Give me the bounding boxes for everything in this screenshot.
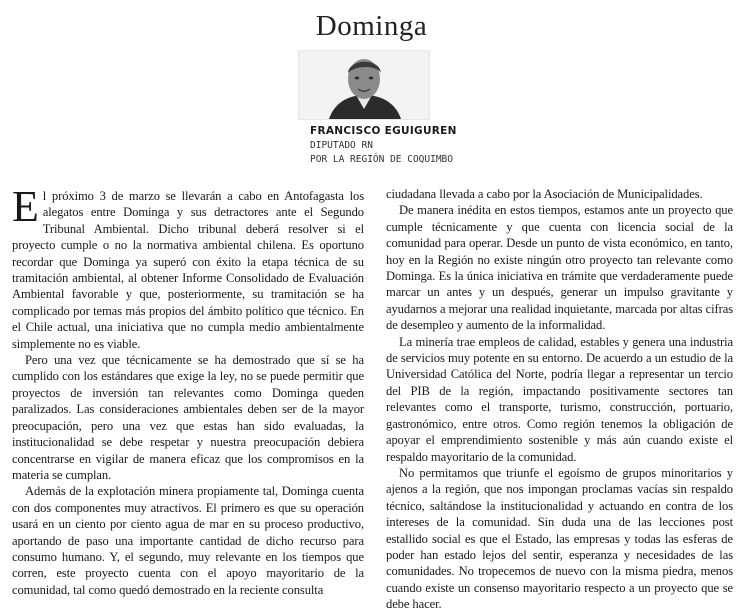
author-portrait-image [299, 51, 429, 119]
drop-cap: E [12, 182, 39, 231]
article-paragraph: No permitamos que triunfe el egoísmo de grupos minoritarios y ajenos a la región, que nos impongan proclamas vacías sin respaldo técnico, saltándose la institucionalidad y actuando en contra de los intereses de la comunidad. Sin duda una de las lecciones post estallido social es que el Estado, las empresas y todas las esferas de poder han estado lejos del sentir, esperanza y necesidades de las comunidades. No tropecemos de nuevo con la misma piedra, menos cuando existe un consenso mayoritario respecto a un proyecto que se debe hacer. [386, 465, 733, 612]
author-photo [298, 50, 430, 120]
article-paragraph: Pero una vez que técnicamente se ha demostrado que sí se ha cumplido con los estándares que exige la ley, no se puede permitir que proyectos de inversión tan relevantes como Dominga queden paralizados. Las consideraciones ambientales deben ser de la mayor preocupación, pero una vez que estas han sido evaluadas, la institucionalidad se debe respetar y nuestra preocupación debiera concentrarse en vigilar de manera eficaz que los compromisos en la materia se cumplan. [12, 353, 364, 482]
article-paragraph [12, 182, 364, 352]
article-paragraph: De manera inédita en estos tiempos, estamos ante un proyecto que cumple técnicamente y que cuenta con licencia social de la comunidad para operar. Desde un punto de vista económico, en tanto, hoy en la Región no existe ningún otro proyecto tan relevante como Dominga. Es la única iniciativa en trámite que verdaderamente puede marcar un antes y un después, generar un impulso gravitante y ayudarnos a mejorar una realidad inquietante, marcada por altas cifras de desempleo y aumento de la informalidad. [386, 203, 733, 333]
article-column-right [386, 186, 733, 613]
author-name: FRANCISCO EGUIGUREN [310, 125, 457, 137]
article-paragraph: La minería trae empleos de calidad, estables y genera una industria de servicios muy potente en su entorno. De acuerdo a un estudio de la Universidad Católica del Norte, podría llegar a representar un tercio del PIB de la región, impactando positivamente sectores tan relevantes como el transporte, turismo, construcción, portuario, gastronómico, entre otros. Como región tenemos la obligación de apoyar el emprendimiento sostenible y más aún cuando existe el respaldo mayoritario de la comunidad. [386, 334, 733, 464]
article-column-left [12, 182, 364, 598]
author-role: DIPUTADO RN [310, 140, 373, 151]
headline: Dominga [315, 10, 428, 42]
paragraph-text: l próximo 3 de marzo se llevarán a cabo en Antofagasta los alegatos entre Dominga y sus detractores ante el Segundo Tribunal Ambiental. Dicho tribunal deberá resolver si el proyecto cumple o no la normativa ambiental chilena. Es oportuno recordar que Dominga ya superó con éxito la etapa técnica de su tramitación ambiental, al obtener Informe Consolidado de Evaluación Ambiental favorable y que, posteriormente, su tramitación se ha complicado por temas más propios del ámbito político que técnico. En el Chile actual, una iniciativa que no cumpla medio ambientalmente simplemente no es viable. [12, 189, 364, 351]
article-paragraph: ciudadana llevada a cabo por la Asociación de Municipalidades. [386, 187, 703, 201]
author-region: POR LA REGIÓN DE COQUIMBO [310, 154, 453, 165]
article-paragraph: Además de la explotación minera propiamente tal, Dominga cuenta con dos componentes muy atractivos. El primero es que su operación usará en un ciento por ciento agua de mar en su proceso productivo, aportando de paso una importante cantidad de dicho recurso para consumo humano. Y, el segundo, muy relevante en los tiempos que corren, este proyecto cuenta con el apoyo mayoritario de la comunidad, tal como quedó demostrado en la reciente consulta [12, 484, 364, 597]
author-byline [286, 50, 457, 175]
